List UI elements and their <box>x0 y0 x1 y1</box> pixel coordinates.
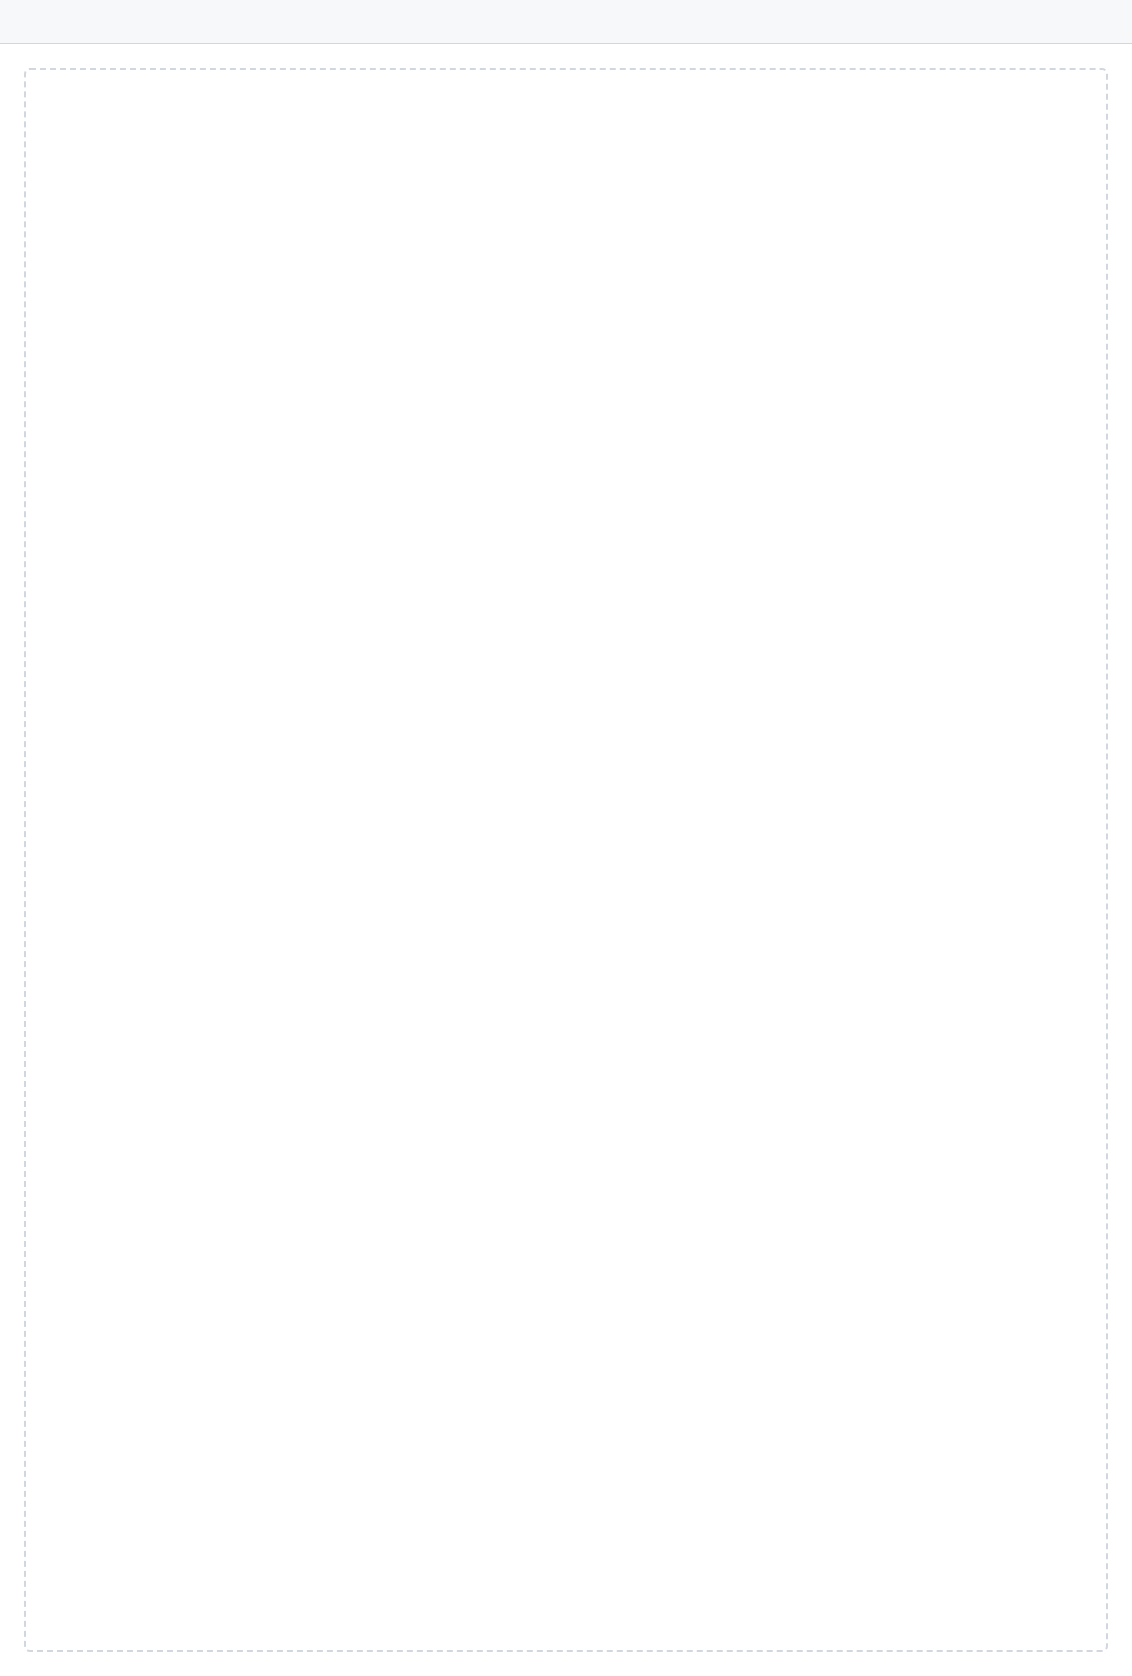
main-content <box>0 44 1132 1676</box>
title-bar <box>0 0 1132 44</box>
content-placeholder <box>24 68 1108 1652</box>
